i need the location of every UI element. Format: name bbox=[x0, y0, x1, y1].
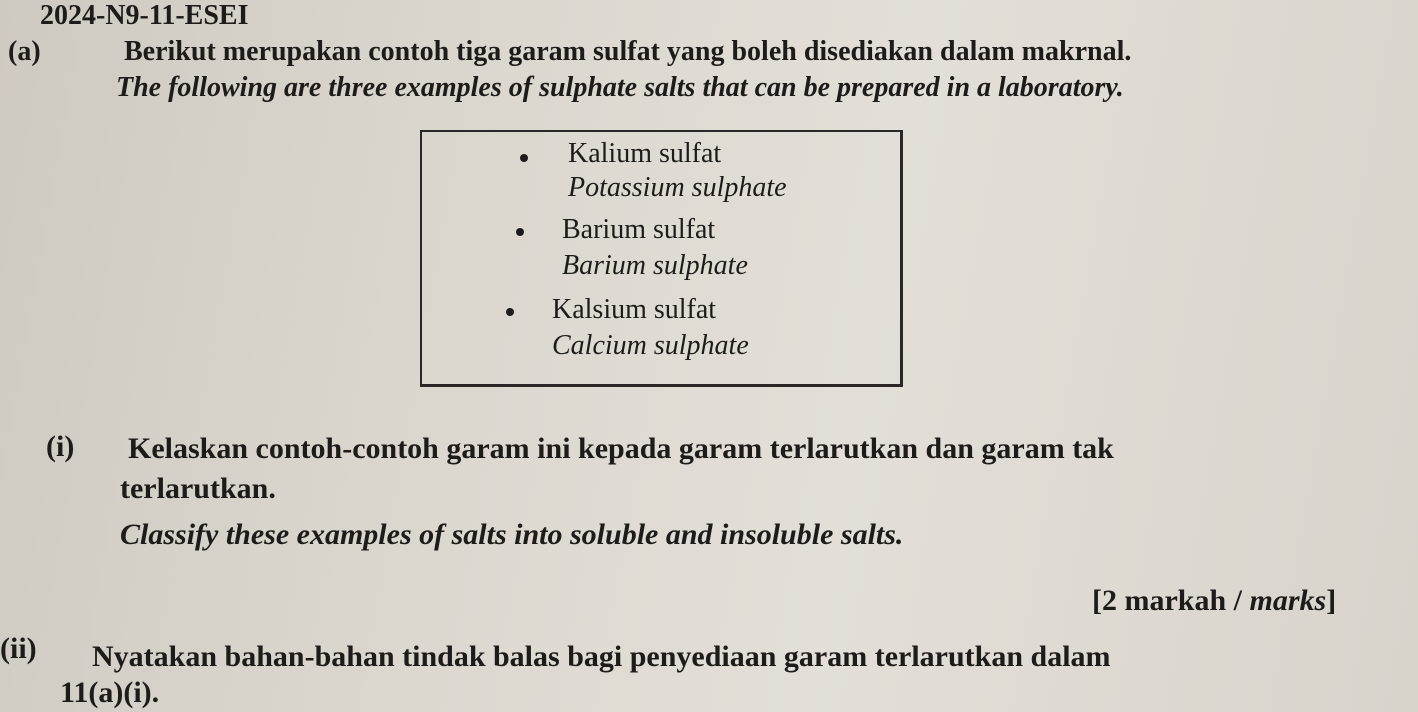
salt-name-malay: Kalsium sulfat bbox=[552, 294, 717, 325]
part-ii-label: (ii) bbox=[0, 632, 37, 665]
marks-close: ] bbox=[1326, 584, 1337, 617]
bullet-icon bbox=[520, 154, 528, 162]
part-ii-question-malay-line1: Nyatakan bahan-bahan tindak balas bagi penyediaan garam terlarutkan dalam bbox=[92, 640, 1111, 673]
salt-item bbox=[562, 214, 748, 282]
part-a-question-english: The following are three examples of sulphate salts that can be prepared in a laboratory. bbox=[116, 72, 1124, 103]
part-i-question-malay-line2: terlarutkan. bbox=[120, 472, 276, 505]
part-i-question-malay-line1: Kelaskan contoh-contoh garam ini kepada garam terlarutkan dan garam tak bbox=[128, 432, 1114, 465]
part-a-label: (a) bbox=[8, 36, 41, 67]
marks-malay: [2 markah / bbox=[1092, 584, 1250, 617]
salt-name-malay: Barium sulfat bbox=[562, 214, 716, 245]
bullet-icon bbox=[506, 308, 514, 316]
part-ii-question-malay-line2: 11(a)(i). bbox=[60, 676, 160, 709]
salt-name-english: Barium sulphate bbox=[562, 250, 748, 281]
salt-list-box bbox=[420, 130, 903, 387]
marks-allocation bbox=[1092, 584, 1336, 618]
part-i-question-english: Classify these examples of salts into soluble and insoluble salts. bbox=[120, 518, 904, 551]
salt-item bbox=[552, 294, 749, 362]
marks-english: marks bbox=[1249, 584, 1327, 617]
salt-name-english: Potassium sulphate bbox=[568, 172, 787, 203]
part-i-label: (i) bbox=[46, 430, 75, 463]
bullet-icon bbox=[516, 228, 524, 236]
salt-item bbox=[568, 138, 787, 204]
salt-name-english: Calcium sulphate bbox=[552, 330, 749, 361]
part-a-question-malay: Berikut merupakan contoh tiga garam sulfat yang boleh disediakan dalam makrnal. bbox=[124, 36, 1132, 67]
salt-name-malay: Kalium sulfat bbox=[568, 138, 722, 169]
question-code: 2024-N9-11-ESEI bbox=[40, 0, 249, 31]
